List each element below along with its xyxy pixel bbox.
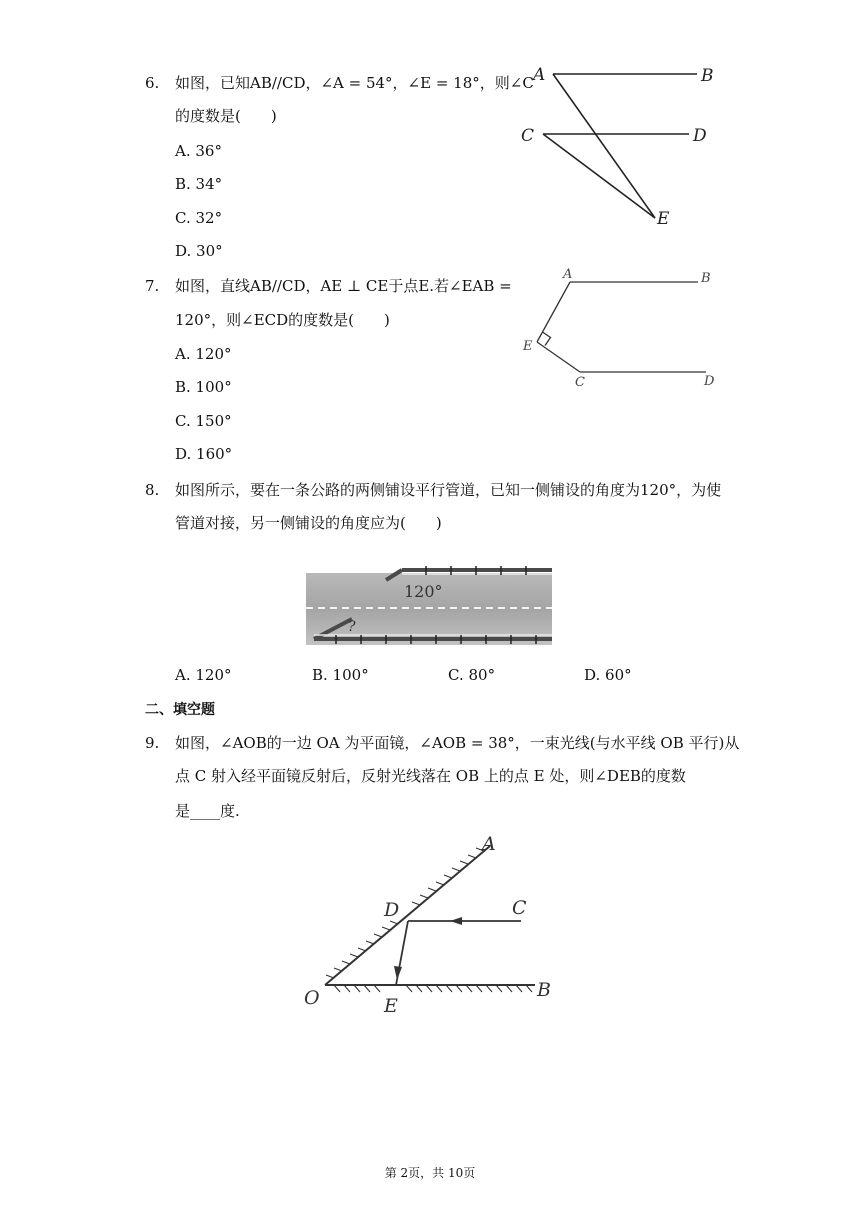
q9-label-e: E [384,995,398,1017]
q7-label-e: E [523,339,533,354]
q6-figure [515,58,725,233]
q7-label-c: C [575,375,585,390]
q9-oa-hatching [326,848,484,978]
section-title-fill-in: 二、填空题 [145,702,215,718]
q8-angle-label: 120° [404,582,443,601]
q6-option-a: A. 36° [175,142,222,160]
q6-line-ce [543,134,655,218]
q6-label-a: A [533,65,546,85]
q9-number: 9. [145,734,160,752]
q6-option-d: D. 30° [175,242,223,260]
q7-option-c: C. 150° [175,412,232,430]
q8-stem-line2: 管道对接，另一侧铺设的角度应为( ) [175,514,442,532]
q6-label-e: E [657,209,670,229]
q7-option-b: B. 100° [175,378,232,396]
q6-stem-line2: 的度数是( ) [175,107,277,125]
q7-number: 7. [145,277,160,295]
q9-stem-line3: 是____度. [175,802,240,820]
q6-line-ae [553,74,655,218]
q7-line-ae [537,282,570,342]
q9-label-c: C [512,897,527,919]
q6-label-b: B [701,66,714,86]
q7-label-d: D [704,374,715,389]
q9-stem-line1: 如图，∠AOB的一边 OA 为平面镜，∠AOB = 38°，一束光线(与水平线 OB 平行)从 [175,734,740,752]
q7-label-b: B [701,271,711,286]
q7-right-angle-mark [543,332,551,346]
q9-label-d: D [384,899,400,921]
q8-option-c: C. 80° [448,666,496,684]
q7-option-a: A. 120° [175,345,232,363]
q7-line-ec [537,342,580,372]
q9-ob-hatching [334,985,532,992]
q9-label-o: O [304,987,320,1009]
q7-stem-line1: 如图，直线AB//CD，AE ⊥ CE于点E.若∠EAB = [175,277,512,295]
q7-label-a: A [563,267,573,282]
q8-option-b: B. 100° [312,666,369,684]
q8-option-a: A. 120° [175,666,232,684]
q7-option-d: D. 160° [175,445,233,463]
q9-stem-line2: 点 C 射入经平面镜反射后，反射光线落在 OB 上的点 E 处，则∠DEB的度数 [175,767,686,785]
q6-option-c: C. 32° [175,209,223,227]
q6-label-d: D [693,126,707,146]
q6-number: 6. [145,74,160,92]
q9-label-a: A [482,833,496,855]
q9-arrow-cd [450,917,462,925]
q9-label-b: B [537,979,551,1001]
q7-figure [518,262,723,392]
q6-stem-line1: 如图，已知AB//CD，∠A = 54°，∠E = 18°，则∠C [175,74,534,92]
q8-option-d: D. 60° [584,666,632,684]
page-footer: 第 2页，共 10页 [384,1166,476,1180]
q8-road-figure [306,563,552,650]
q6-option-b: B. 34° [175,175,223,193]
q7-stem-line2: 120°，则∠ECD的度数是( ) [175,311,390,329]
q8-stem-line1: 如图所示，要在一条公路的两侧铺设平行管道，已知一侧铺设的角度为120°，为使 [175,481,722,499]
q9-mirror-figure [300,832,560,1020]
q8-unknown-label: ? [348,619,356,635]
q8-number: 8. [145,481,160,499]
q6-label-c: C [521,126,535,146]
